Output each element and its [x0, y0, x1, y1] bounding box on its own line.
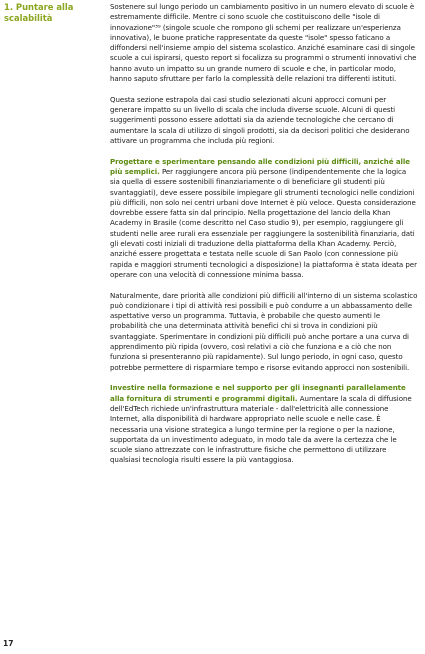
paragraph-3 [110, 157, 418, 281]
body-text [110, 2, 418, 476]
page-number: 17 [3, 639, 14, 648]
paragraph-2-text: Questa sezione estrapola dai casi studio selezionati alcuni approcci comuni per generare impatto su un livello di scala che includa diverse scuole. Alcuni di questi suggerimenti possono essere adottati sia da aziende tecnologiche che cercano di aumentare la scala di utilizzo di singoli prodotti, sia da decisori politici che desiderano attivare un programma che includa più regioni. [110, 94, 410, 145]
paragraph-4-text: Naturalmente, dare priorità alle condizioni più difficili all'interno di un sistema scolastico può condizionare i tipi di attività resi possibili e può condurre a un abbassamento delle aspettative verso un programma. Tuttavia, è probabile che questo aumenti le probabilità che una determinata attività benefici chi si trova in condizioni più svantaggiate. Sperimentare in condizioni più difficili può anche portare a una curva di apprendimento più ripida (ovvero, così relativi a ciò che funziona e a ciò che non funziona si presenteranno più rapidamente). Sul lungo periodo, in ogni caso, questo potrebbe permettere di risparmiare tempo e risorse evitando approcci non sostenibili. [110, 290, 418, 372]
paragraph-3-text: Per raggiungere ancora più persone (indipendentemente che la logica sia quella di essere sostenibili finanziariamente o di beneficiare gli studenti più svantaggiati), deve essere possibile impiegare gli strumenti tecnologici nelle condizioni più difficili, non solo nei centri urbani dove Internet è più veloce. Questa considerazione dovrebbe essere fatta sin dal principio. Nella progettazione del lancio della Khan Academy in Brasile (come descritto nel Caso studio 9), per esempio, raggiungere gli studenti nelle aree rurali era essenziale per raggiungere la sostenibilità finanziaria, dati gli elevati costi iniziali di traduzione della piattaforma della Khan Academy. Perciò, anziché essere progettata e testata nelle scuole di San Paolo (con connessione più rapida e maggiori strumenti tecnologici a disposizione) la piattaforma è stata ideata per operare con una velocità di connessione minima bassa. [110, 166, 417, 279]
paragraph-1 [110, 2, 418, 84]
paragraph-1-text: Sostenere sul lungo periodo un cambiamento positivo in un numero elevato di scuole è estremamente difficile. Mentre ci sono scuole che costituiscono delle "isole di innovazione"³⁹ (singole scuole che rompono gli schemi per realizzare un'esperienza innovativa), le buone pratiche rappresentate da queste "isole" spesso faticano a diffondersi nell'insieme ampio del sistema scolastico. Anziché esaminare casi di singole scuole a cui ispirarsi, questo report si focalizza su programmi o strumenti innovativi che hanno avuto un impatto su un grande numero di scuole e che, in particolar modo, hanno saputo sfruttare per farlo la complessità delle relazioni tra differenti istituti. [110, 2, 417, 84]
paragraph-5-text: Aumentare la scala di diffusione dell'EdTech richiede un'infrastruttura materiale - dall'elettricità alle connessione Internet, alla disponibilità di hardware appropriato nelle scuole e nelle case. È necessaria una visione strategica a lungo termine per la regione o per la nazione, supportata da un investimento adeguato, in modo tale da avere la certezza che le scuole siano attrezzate con le infrastrutture fisiche che permettono di utilizzare qualsiasi tecnologia risulti essere la più vantaggiosa. [110, 393, 412, 465]
paragraph-5 [110, 383, 418, 465]
paragraph-5-highlight: Investire nella formazione e nel supporto per gli insegnanti parallelamente alla fornitura di strumenti e programmi digitali. [110, 383, 406, 403]
paragraph-2 [110, 95, 418, 146]
section-heading: 1. Puntare alla scalabilità [4, 2, 74, 23]
paragraph-4 [110, 291, 418, 373]
paragraph-3-highlight: Progettare e sperimentare pensando alle condizioni più difficili, anziché alle più semplici. [110, 156, 410, 176]
